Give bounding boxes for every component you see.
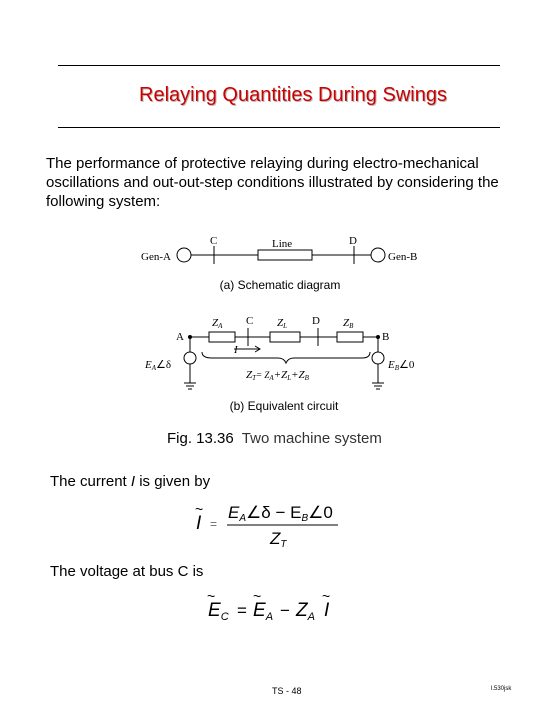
footer-code: l.530jsk xyxy=(491,686,512,692)
svg-text:~: ~ xyxy=(253,588,262,604)
source-b-label: EB∠0 xyxy=(388,359,415,372)
figure-caption xyxy=(167,430,382,447)
eq2-za: $Z_A$ xyxy=(296,600,315,623)
slide-title: Relaying Quantities During Swings xyxy=(139,84,447,106)
svg-text:~: ~ xyxy=(207,588,216,604)
eq2-i: I xyxy=(324,600,330,621)
eq1-lhs: I xyxy=(196,513,202,534)
svg-text:~: ~ xyxy=(322,588,331,604)
current-text: The current I is given by xyxy=(50,473,211,490)
eq1-numerator: EA∠δ − EB∠0 xyxy=(228,503,333,524)
eq2-lhs: $E_C$ xyxy=(208,600,229,623)
eq2-ea: $E_A$ xyxy=(253,600,274,623)
zl-label: ZL xyxy=(277,317,288,330)
total-brace xyxy=(202,352,370,363)
current-label: I xyxy=(234,344,238,356)
schematic-caption: (a) Schematic diagram xyxy=(219,278,341,292)
voltage-text: The voltage at bus C is xyxy=(50,563,204,580)
zl-block xyxy=(270,332,300,342)
voltage-equation xyxy=(207,588,330,623)
line-block xyxy=(258,250,312,260)
node-b-label: B xyxy=(382,331,390,343)
current-equation xyxy=(195,501,338,550)
bus-d-label: D xyxy=(349,235,357,247)
figure-description: Two machine system xyxy=(241,430,382,447)
za-block xyxy=(209,332,235,342)
za-label: ZA xyxy=(212,317,223,330)
zb-block xyxy=(337,332,363,342)
source-b-symbol xyxy=(372,352,384,364)
line-label: Line xyxy=(272,238,293,250)
eq2-minus: − xyxy=(280,601,290,620)
page-number: TS - 48 xyxy=(272,686,302,696)
source-a-label: EA∠δ xyxy=(145,359,172,372)
eq1-tilde: ~ xyxy=(195,501,204,517)
equiv-bus-c-label: C xyxy=(246,315,254,327)
total-impedance-label: ZT= ZA+ZL+ZB xyxy=(246,369,309,382)
bus-c-label: C xyxy=(210,235,218,247)
gen-b-symbol xyxy=(371,248,385,262)
zb-label: ZB xyxy=(343,317,354,330)
eq1-equals: = xyxy=(210,517,218,531)
figure-number: Fig. 13.36 xyxy=(167,430,234,447)
equiv-bus-d-label: D xyxy=(312,315,320,327)
gen-a-label: Gen-A xyxy=(141,251,171,263)
equivalent-caption: (b) Equivalent circuit xyxy=(229,399,339,413)
gen-a-symbol xyxy=(177,248,191,262)
eq1-denominator: ZT xyxy=(270,529,287,550)
intro-paragraph: The performance of protective relaying during electro-mechanical oscillations and out-out-step conditions illustrated by considering the following system: xyxy=(46,155,499,210)
eq2-equals: = xyxy=(237,601,247,620)
gen-b-label: Gen-B xyxy=(388,251,418,263)
node-a-label: A xyxy=(176,331,184,343)
source-a-symbol xyxy=(184,352,196,364)
